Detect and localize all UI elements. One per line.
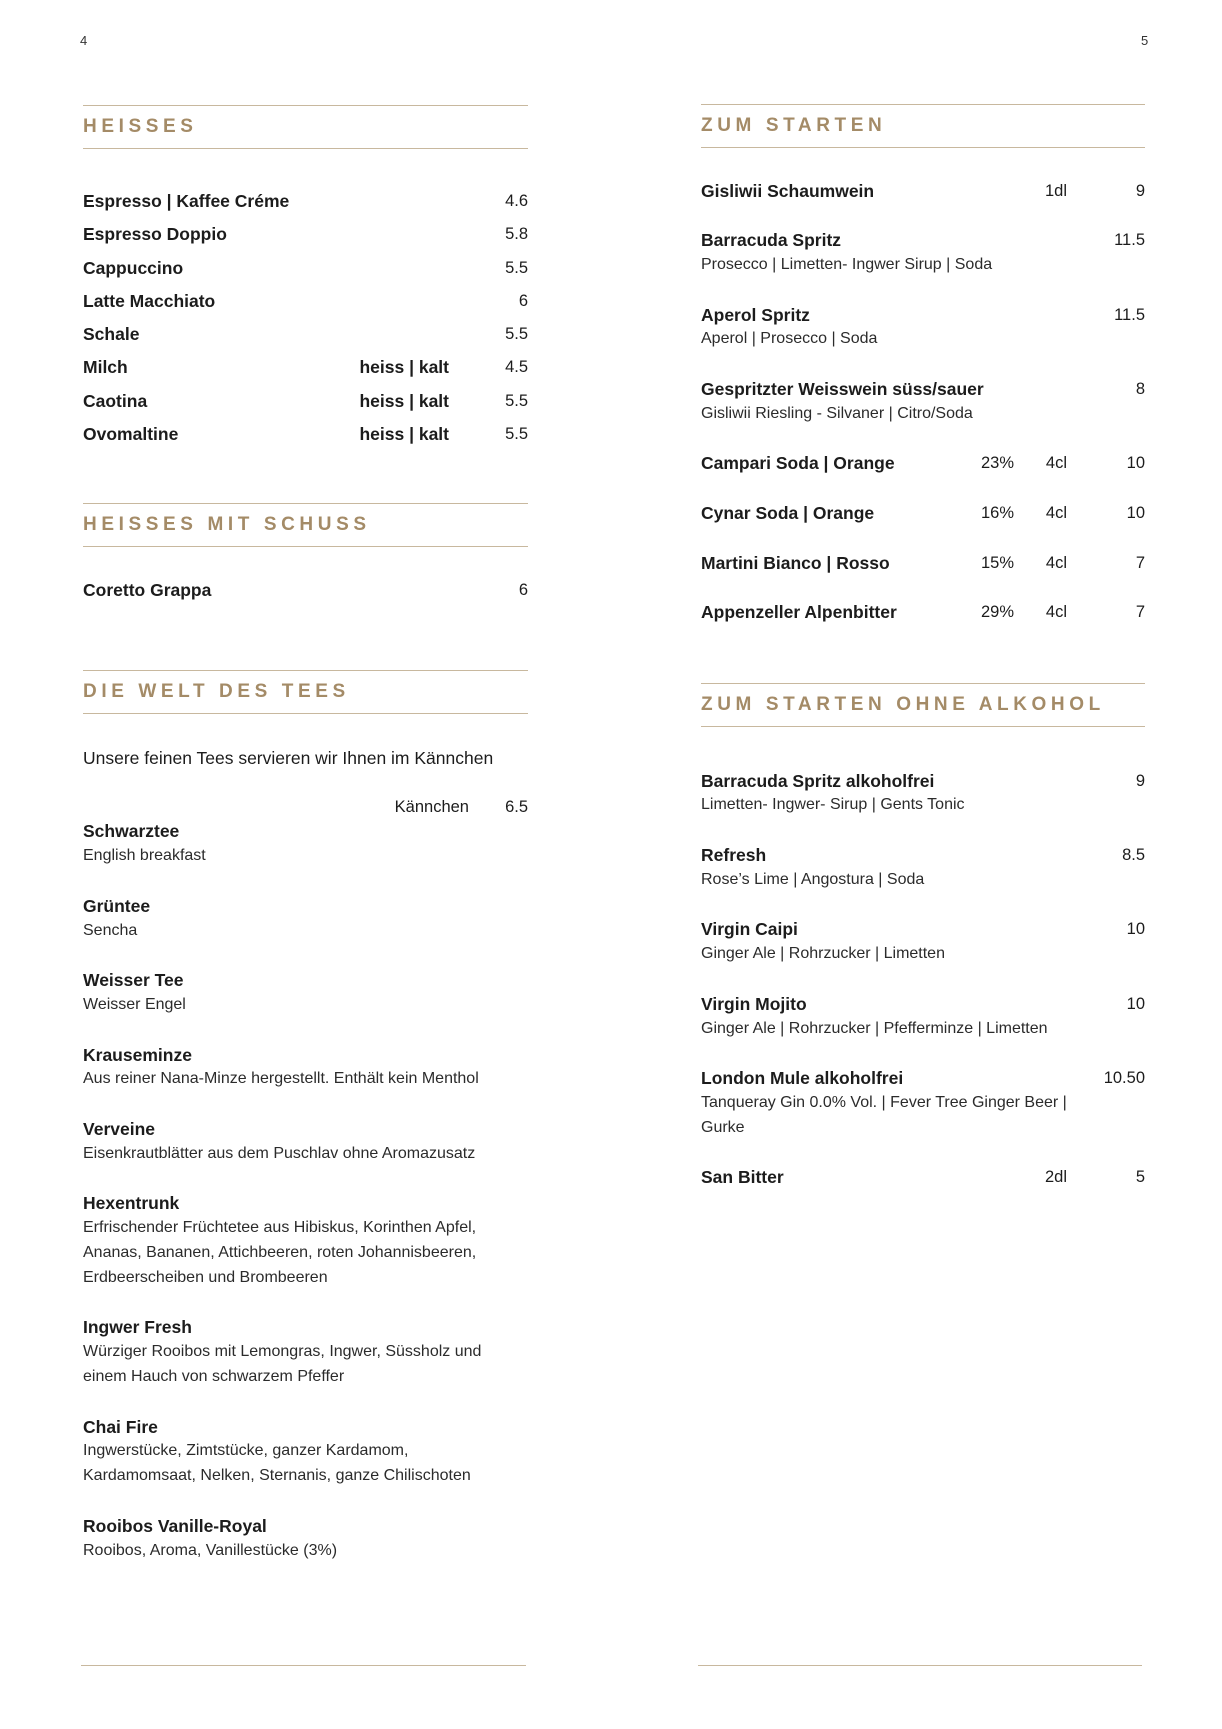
left-column — [83, 0, 528, 1729]
item-price: 5.8 — [505, 225, 528, 244]
menu-item — [701, 377, 1145, 427]
menu-item — [83, 574, 528, 607]
item-price: 10 — [1126, 454, 1145, 473]
item-description: Ginger Ale | Rohrzucker | Pfefferminze | Limetten — [701, 1019, 1048, 1037]
menu-item — [83, 218, 528, 251]
item-abv: 15% — [980, 553, 1014, 572]
item-name: Gespritzter Weisswein süss/sauer — [701, 378, 984, 399]
item-description: Rooibos, Aroma, Vanillestücke (3%) — [83, 1541, 338, 1559]
tea-item — [83, 819, 528, 869]
item-name: Cynar Soda | Orange — [701, 502, 875, 523]
menu-item — [701, 917, 1145, 967]
item-name: Weisser Tee — [83, 970, 184, 991]
item-price: 10 — [1126, 920, 1145, 939]
item-name: Coretto Grappa — [83, 579, 212, 600]
item-name: Campari Soda | Orange — [701, 453, 895, 474]
menu-item — [701, 600, 1145, 625]
section-header-heisses-mit-schuss — [83, 503, 528, 547]
section-title: DIE WELT DES TEES — [83, 681, 350, 702]
heisses-list — [83, 185, 528, 451]
menu-item — [83, 351, 528, 384]
item-price: 6 — [518, 291, 528, 310]
section-header-ohne-alkohol — [701, 683, 1145, 727]
item-name: Caotina — [83, 390, 148, 411]
item-price: 10.50 — [1103, 1069, 1145, 1088]
menu-item — [701, 1165, 1145, 1190]
tea-item — [83, 968, 528, 1018]
menu-item — [701, 501, 1145, 526]
section-header-zum-starten — [701, 104, 1145, 148]
item-price: 7 — [1135, 553, 1145, 572]
menu-item — [701, 769, 1145, 819]
item-description: Eisenkrautblätter aus dem Puschlav ohne Aromazusatz — [83, 1144, 476, 1162]
item-price: 6 — [518, 580, 528, 599]
item-name: Virgin Mojito — [701, 993, 807, 1014]
item-name: Hexentrunk — [83, 1193, 180, 1214]
item-price: 5 — [1135, 1168, 1145, 1187]
item-volume: 2dl — [1044, 1168, 1067, 1187]
item-abv: 29% — [980, 603, 1014, 622]
item-volume: 1dl — [1044, 181, 1067, 200]
item-name: Barracuda Spritz alkoholfrei — [701, 770, 935, 791]
section-title: HEISSES — [83, 116, 198, 137]
item-description: Sencha — [83, 921, 138, 939]
heisses-mit-schuss-list — [83, 574, 528, 607]
item-name: Ingwer Fresh — [83, 1317, 192, 1338]
item-name: Refresh — [701, 844, 767, 865]
item-name: Martini Bianco | Rosso — [701, 552, 890, 573]
item-price: 9 — [1135, 771, 1145, 790]
item-description: Aus reiner Nana-Minze hergestellt. Enthält kein Menthol — [83, 1070, 479, 1088]
item-volume: 4cl — [1045, 454, 1067, 473]
item-variant: heiss | kalt — [359, 424, 449, 445]
item-name: Aperol Spritz — [701, 304, 810, 325]
item-variant: heiss | kalt — [359, 390, 449, 411]
right-column — [701, 0, 1145, 1729]
item-price: 11.5 — [1114, 305, 1145, 324]
item-name: Ovomaltine — [83, 424, 179, 445]
menu-item — [701, 551, 1145, 576]
tea-item — [83, 894, 528, 944]
footer-divider-left — [81, 1665, 526, 1666]
item-price: 5.5 — [505, 325, 528, 344]
item-name: San Bitter — [701, 1167, 784, 1188]
item-name: Latte Macchiato — [83, 290, 216, 311]
item-name: Rooibos Vanille-Royal — [83, 1515, 267, 1536]
item-name: Appenzeller Alpenbitter — [701, 602, 897, 623]
item-volume: 4cl — [1045, 603, 1067, 622]
item-price: 8.5 — [1122, 845, 1145, 864]
item-description: Aperol | Prosecco | Soda — [701, 330, 878, 348]
tea-item — [83, 1315, 528, 1389]
menu-item — [701, 1066, 1145, 1140]
item-name: Espresso | Kaffee Créme — [83, 191, 290, 211]
tee-serving-row — [83, 795, 528, 820]
item-name: Gisliwii Schaumwein — [701, 180, 875, 201]
item-abv: 23% — [980, 454, 1014, 473]
item-price: 9 — [1135, 181, 1145, 200]
menu-item — [701, 843, 1145, 893]
tea-item — [83, 1117, 528, 1167]
item-description: Ginger Ale | Rohrzucker | Limetten — [701, 945, 945, 963]
menu-item — [83, 285, 528, 318]
zum-starten-list — [701, 179, 1145, 650]
item-volume: 4cl — [1045, 553, 1067, 572]
item-name: Schwarztee — [83, 821, 180, 842]
menu-item — [701, 992, 1145, 1042]
menu-item — [701, 179, 1145, 204]
menu-item — [701, 451, 1145, 476]
menu-item — [83, 252, 528, 285]
item-price: 8 — [1135, 379, 1145, 398]
item-description: Weisser Engel — [83, 995, 186, 1013]
section-title: ZUM STARTEN OHNE ALKOHOL — [701, 694, 1105, 715]
item-price: 4.6 — [505, 192, 528, 210]
item-price: 5.5 — [505, 425, 528, 444]
item-description: Limetten- Ingwer- Sirup | Gents Tonic — [701, 796, 965, 814]
item-abv: 16% — [980, 503, 1014, 522]
section-title: ZUM STARTEN — [701, 115, 887, 136]
ohne-alkohol-list — [701, 769, 1145, 1215]
item-name: Verveine — [83, 1118, 155, 1139]
item-name: Barracuda Spritz — [701, 230, 842, 251]
item-description: Prosecco | Limetten- Ingwer Sirup | Soda — [701, 255, 993, 273]
menu-item — [83, 185, 528, 218]
item-price: 5.5 — [505, 258, 528, 277]
item-description: Tanqueray Gin 0.0% Vol. | Fever Tree Ginger Beer | Gurke — [701, 1093, 1067, 1136]
tea-item — [83, 1191, 528, 1290]
item-price: 6.5 — [505, 797, 528, 816]
menu-item — [701, 228, 1145, 278]
section-title: HEISSES MIT SCHUSS — [83, 514, 371, 535]
menu-item — [83, 418, 528, 451]
item-name: Schale — [83, 324, 140, 345]
menu-item — [83, 385, 528, 418]
item-description: Würziger Rooibos mit Lemongras, Ingwer, Süssholz und einem Hauch von schwarzem Pfeffer — [83, 1343, 482, 1385]
item-price: 4.5 — [505, 358, 528, 377]
item-volume: 4cl — [1045, 503, 1067, 522]
item-description: Gisliwii Riesling - Silvaner | Citro/Soda — [701, 404, 973, 422]
item-variant: heiss | kalt — [359, 357, 449, 378]
item-name: Virgin Caipi — [701, 919, 798, 940]
item-description: Erfrischender Früchtetee aus Hibiskus, Korinthen Apfel, Ananas, Bananen, Attichbeeren, roten Johannisbeeren, Erdbeerscheiben und Brombeeren — [83, 1219, 477, 1286]
item-name: Krauseminze — [83, 1044, 192, 1065]
section-header-tee — [83, 670, 528, 714]
serving-size: Kännchen — [394, 797, 469, 816]
tee-intro: Unsere feinen Tees servieren wir Ihnen im Kännchen — [83, 747, 494, 768]
item-name: Espresso Doppio — [83, 224, 227, 245]
item-name: London Mule alkoholfrei — [701, 1068, 904, 1089]
menu-item — [83, 318, 528, 351]
tea-item — [83, 1415, 528, 1489]
item-name: Grüntee — [83, 895, 151, 916]
item-name: Milch — [83, 357, 128, 378]
item-price: 5.5 — [505, 391, 528, 410]
page-number-right: 5 — [1141, 33, 1149, 48]
menu-item — [701, 303, 1145, 353]
tea-item — [83, 1043, 528, 1093]
footer-divider-right — [698, 1665, 1142, 1666]
item-description: Ingwerstücke, Zimtstücke, ganzer Kardamom, Kardamomsaat, Nelken, Sternanis, ganze Chilischoten — [83, 1442, 471, 1485]
tea-item — [83, 1514, 528, 1564]
item-price: 10 — [1126, 503, 1145, 522]
item-description: Rose’s Lime | Angostura | Soda — [701, 870, 925, 888]
item-name: Cappuccino — [83, 257, 184, 278]
tee-list — [83, 795, 528, 1589]
item-description: English breakfast — [83, 847, 206, 865]
item-price: 11.5 — [1114, 231, 1145, 250]
item-price: 10 — [1126, 994, 1145, 1013]
page-number-left: 4 — [80, 33, 88, 48]
item-price: 7 — [1135, 603, 1145, 622]
section-header-heisses — [83, 105, 528, 149]
item-name: Chai Fire — [83, 1416, 158, 1437]
